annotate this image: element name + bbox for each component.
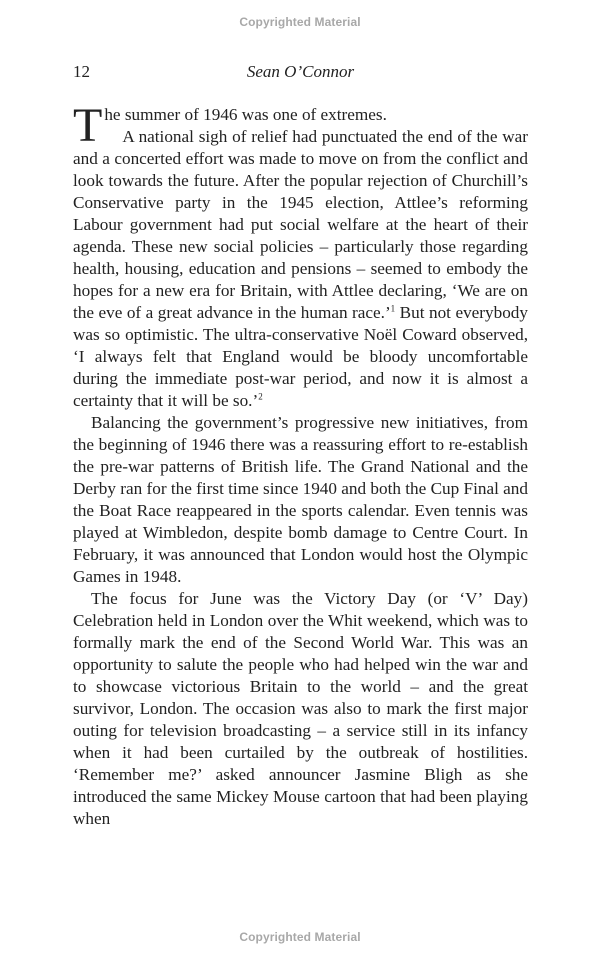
paragraph-text: The focus for June was the Victory Day (or ‘V’ Day) Celebration held in London over the Whit weekend, which was to formally mark the end of the Second World War. This was an opportunity to salute the people who had helped win the war and to showcase victorious Britain to the world – and the great survivor, London. The occasion was also to mark the first major outing for television broadcasting – a service still in its infancy when it had been curtailed by the outbreak of hostilities. ‘Remember me?’ asked announcer Jasmine Bligh as she introduced the same Mickey Mouse cartoon that had been playing when (73, 589, 528, 828)
footnote-ref-2: 2 (258, 391, 263, 402)
paragraph (73, 588, 528, 830)
footnote-ref-1: 1 (390, 303, 396, 314)
watermark-top: Copyrighted Material (239, 15, 361, 29)
paragraph (73, 412, 528, 588)
paragraph-text: A national sigh of relief had punctuated the end of the war and a concerted effort was made to move on from the conflict and look towards the future. After the popular rejection of Churchill’s Conservative party in the 1945 election, Attlee’s reforming Labour government had put social welfare at the heart of their agenda. These new social policies – particularly those regarding health, housing, education and pensions – seemed to embody the hopes for a new era for Britain, with Attlee declaring, ‘We are on the eve of a great advance in the human race.’ (73, 127, 528, 322)
running-head (73, 62, 528, 84)
running-title: Sean O’Connor (246, 62, 355, 81)
drop-initial: T (73, 99, 103, 152)
paragraph-text: Balancing the government’s progressive new initiatives, from the beginning of 1946 there was a reassuring effort to re-establish the pre-war patterns of British life. The Grand National and the Derby ran for the first time since 1940 and both the Cup Final and the Boat Race reappeared in the sports calendar. Even tennis was played at Wimbledon, despite bomb damage to Centre Court. In February, it was announced that London would host the Olympic Games in 1948. (73, 413, 528, 586)
opening-line: he summer of 1946 was one of extremes. (104, 105, 387, 124)
opening-paragraph (73, 99, 528, 152)
page-number: 12 (73, 62, 90, 81)
paragraph-text: But not everybody was so optimistic. The ultra-conservative Noël Coward observed, ‘I always felt that England would be bloody uncomfortable during the immediate post-war period, and now it is almost a certainty that it will be so.’ (73, 303, 528, 410)
watermark-bottom: Copyrighted Material (239, 930, 361, 944)
body-text (73, 99, 528, 830)
paragraph (73, 126, 528, 412)
